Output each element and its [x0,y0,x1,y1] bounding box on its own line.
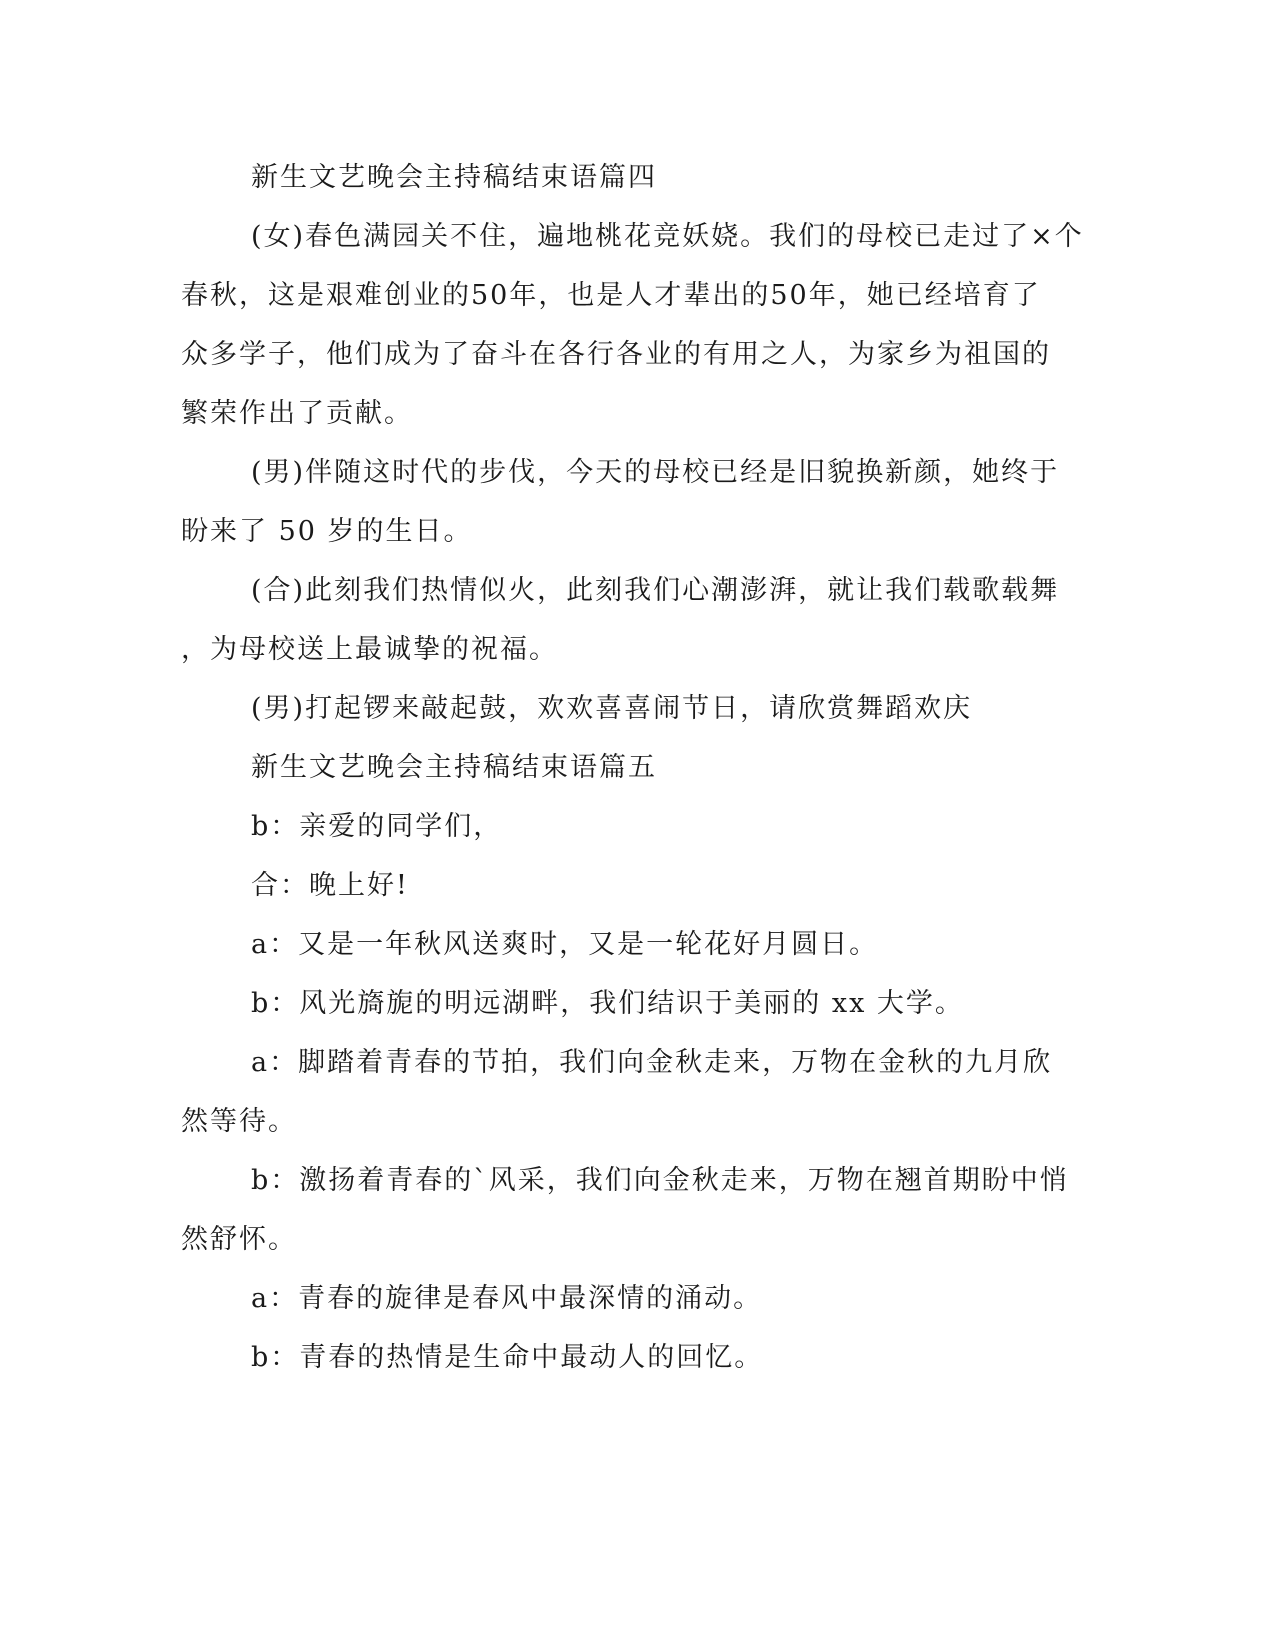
section-heading-4: 新生文艺晚会主持稿结束语篇四 [251,162,657,193]
paragraph-line: 繁荣作出了贡献。 [181,398,413,429]
paragraph-line: (男)伴随这时代的步伐，今天的母校已经是旧貌换新颜，她终于 [251,457,1060,488]
paragraph-line: b：风光旖旎的明远湖畔，我们结识于美丽的 xx 大学。 [251,988,964,1019]
paragraph-line: a：脚踏着青春的节拍，我们向金秋走来，万物在金秋的九月欣 [251,1047,1053,1078]
paragraph-line: 合：晚上好! [251,870,409,901]
paragraph-line: a：青春的旋律是春风中最深情的涌动。 [251,1283,763,1314]
paragraph-line: 然等待。 [181,1106,297,1137]
paragraph-line: b：青春的热情是生命中最动人的回忆。 [251,1342,764,1373]
paragraph-line: (男)打起锣来敲起鼓，欢欢喜喜闹节日，请欣赏舞蹈欢庆 [251,693,973,724]
paragraph-line: (女)春色满园关不住，遍地桃花竞妖娆。我们的母校已走过了×个 [251,221,1084,252]
paragraph-line: a：又是一年秋风送爽时，又是一轮花好月圆日。 [251,929,879,960]
paragraph-line: 春秋，这是艰难创业的50年，也是人才辈出的50年，她已经培育了 [181,280,1041,311]
paragraph-line: (合)此刻我们热情似火，此刻我们心潮澎湃，就让我们载歌载舞 [251,575,1060,606]
paragraph-line: b：激扬着青春的`风采，我们向金秋走来，万物在翘首期盼中悄 [251,1165,1069,1196]
paragraph-line: b：亲爱的同学们， [251,811,503,842]
paragraph-line: ，为母校送上最诚挚的祝福。 [181,634,558,665]
paragraph-line: 然舒怀。 [181,1224,297,1255]
paragraph-line: 盼来了 50 岁的生日。 [181,516,473,547]
paragraph-line: 众多学子，他们成为了奋斗在各行各业的有用之人，为家乡为祖国的 [181,339,1051,370]
section-heading-5: 新生文艺晚会主持稿结束语篇五 [251,752,657,783]
